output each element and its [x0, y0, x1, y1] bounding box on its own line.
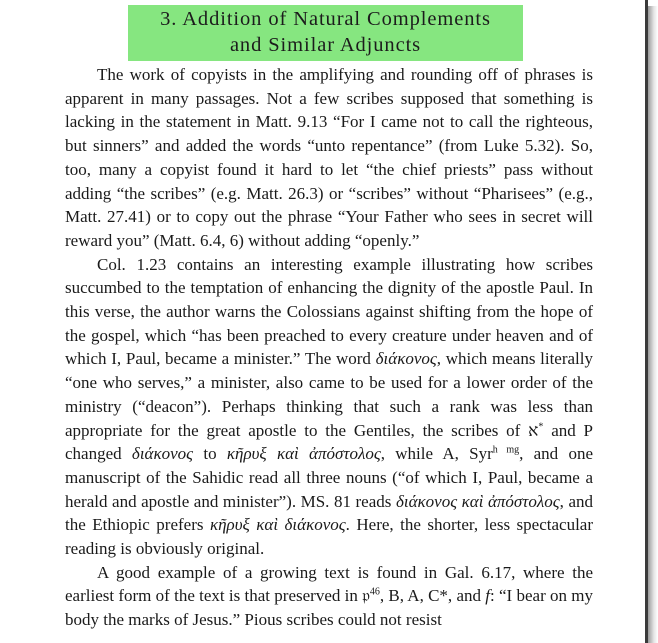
text-run: and P changed: [65, 420, 594, 464]
greek-term: διάκονος καὶ ἀπόστολος: [395, 491, 560, 511]
paragraph-1: [65, 63, 593, 253]
greek-term: κῆρυξ καὶ διάκονος: [209, 515, 346, 535]
superscript: *: [538, 420, 544, 432]
text-run: A good example of a growing text is found in Gal. 6.17, where the earliest form of the text is that preserved in 𝔭: [65, 562, 593, 606]
text-run: , which means literally “one who serves,” a minister, also came to be used for a lower order of the ministry (“deacon”). Perhaps thinking that such a rank was less than appropriate for the great apostle to the Gentiles, the scribes of א: [65, 349, 593, 440]
heading-line-1: 3. Addition of Natural Complements: [160, 8, 491, 30]
text-run: : “I bear on my body the marks of Jesus.” Pious scribes could not resist: [65, 586, 594, 630]
greek-term: κῆρυξ καὶ ἀπόστολος: [226, 444, 381, 464]
paragraph-3: [65, 561, 593, 632]
paragraph-2: [65, 253, 593, 561]
text-run: , B, A, C*, and: [379, 586, 486, 606]
page-edge-shadow: [648, 6, 658, 643]
greek-term: διάκονος: [375, 349, 437, 369]
body-text: [65, 63, 593, 632]
greek-term: διάκονος: [131, 444, 194, 464]
superscript: h mg: [492, 444, 520, 456]
text-run: . Here, the shorter, less spectacular reading is obviously original.: [65, 515, 593, 559]
text-run: , and the Ethiopic prefers: [65, 491, 593, 535]
superscript: 46: [369, 586, 380, 598]
text-run: , and one manuscript of the Sahidic read all three nouns (“of which I, Paul, became a herald and apostle and minister”). MS. 81 reads: [65, 444, 594, 511]
text-run: , while A, Syr: [380, 444, 493, 464]
heading-line-2: and Similar Adjuncts: [229, 34, 422, 56]
greek-term: f: [485, 586, 491, 606]
text-run: Col. 1.23 contains an interesting example illustrating how scribes succumbed to the temptation of enhancing the dignity of the apostle Paul. In this verse, the author warns the Colossians against shifting from the hope of the gospel, which “has been preached to every creature under heaven and of which I, Paul, became a minister.” The word: [65, 254, 593, 369]
text-run: to: [193, 444, 227, 464]
section-heading: [128, 5, 523, 61]
text-run: The work of copyists in the amplifying and rounding off of phrases is apparent in many passages. Not a few scribes supposed that something is lacking in the statement in Matt. 9.13 “For I came not to call the righteous, but sinners” and added the words “unto repentance” (from Luke 5.32). So, too, many a copyist found it hard to let “the chief priests” pass without adding “the scribes” (e.g. Matt. 26.3) or “scribes” without “Pharisees” (e.g., Matt. 27.41) or to copy out the phrase “Your Father who sees in secret will reward you” (Matt. 6.4, 6) without adding “openly.”: [65, 65, 593, 250]
